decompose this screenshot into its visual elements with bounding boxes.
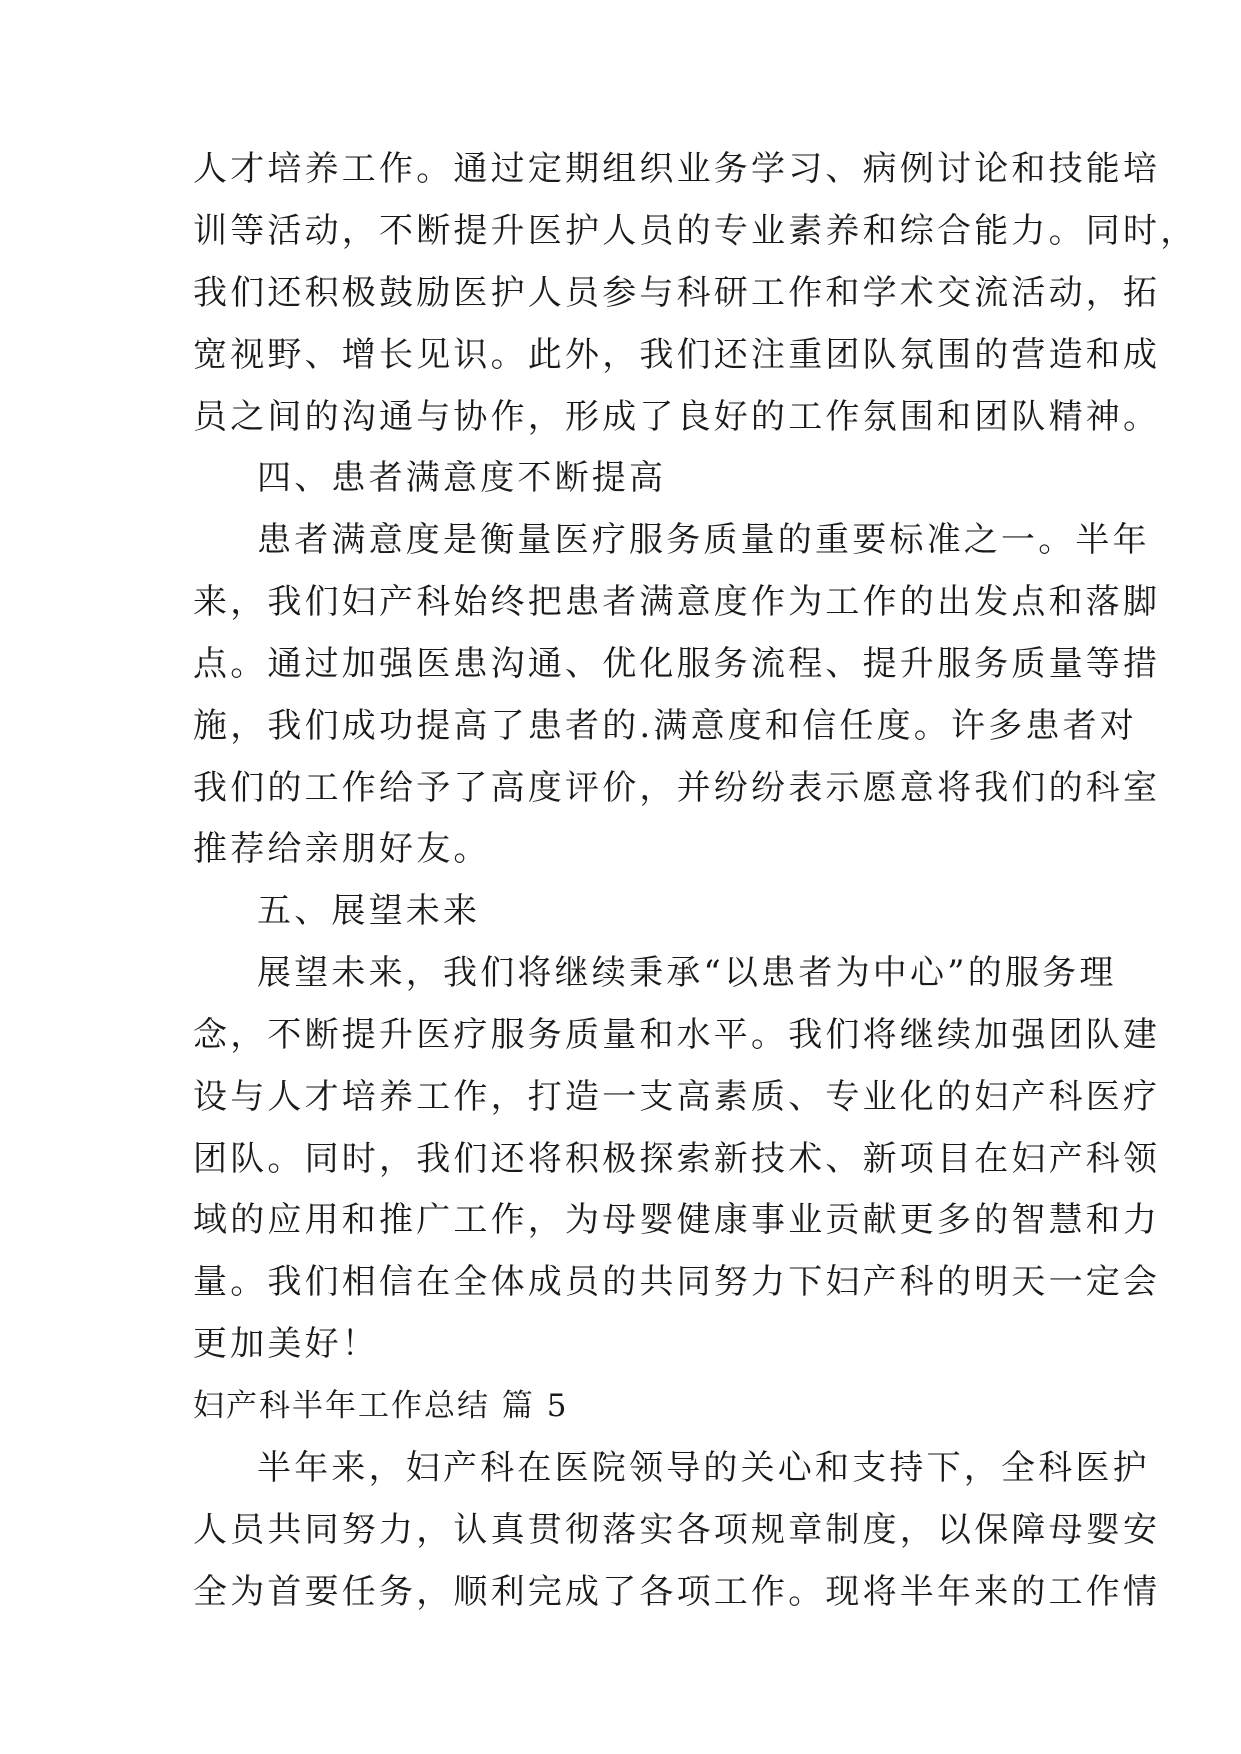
paragraph-line: 我们的工作给予了高度评价，并纷纷表示愿意将我们的科室 (193, 768, 1161, 808)
article-title: 妇产科半年工作总结 篇 5 (193, 1388, 569, 1424)
section-heading: 五、展望未来 (257, 891, 481, 931)
paragraph-line: 域的应用和推广工作，为母婴健康事业贡献更多的智慧和力 (193, 1200, 1161, 1240)
paragraph-line: 来，我们妇产科始终把患者满意度作为工作的出发点和落脚 (193, 582, 1161, 622)
paragraph-line: 训等活动，不断提升医护人员的专业素养和综合能力。同时， (193, 211, 1198, 251)
paragraph-line: 推荐给亲朋好友。 (193, 829, 491, 869)
paragraph-line: 半年来，妇产科在医院领导的关心和支持下，全科医护 (257, 1448, 1150, 1488)
paragraph-line: 人员共同努力，认真贯彻落实各项规章制度，以保障母婴安 (193, 1510, 1161, 1550)
paragraph-line: 我们还积极鼓励医护人员参与科研工作和学术交流活动，拓 (193, 273, 1161, 313)
paragraph-line: 员之间的沟通与协作，形成了良好的工作氛围和团队精神。 (193, 397, 1161, 437)
paragraph-line: 人才培养工作。通过定期组织业务学习、病例讨论和技能培 (193, 149, 1161, 189)
paragraph-line: 量。我们相信在全体成员的共同努力下妇产科的明天一定会 (193, 1262, 1161, 1302)
section-heading: 四、患者满意度不断提高 (257, 458, 667, 498)
paragraph-line: 点。通过加强医患沟通、优化服务流程、提升服务质量等措 (193, 644, 1161, 684)
paragraph-line: 更加美好！ (193, 1324, 379, 1364)
paragraph-line: 展望未来，我们将继续秉承“以患者为中心”的服务理 (257, 953, 1117, 993)
paragraph-line: 念，不断提升医疗服务质量和水平。我们将继续加强团队建 (193, 1015, 1161, 1055)
paragraph-line: 患者满意度是衡量医疗服务质量的重要标准之一。半年 (257, 520, 1150, 560)
paragraph-line: 团队。同时，我们还将积极探索新技术、新项目在妇产科领 (193, 1139, 1161, 1179)
paragraph-line: 宽视野、增长见识。此外，我们还注重团队氛围的营造和成 (193, 335, 1161, 375)
paragraph-line: 设与人才培养工作，打造一支高素质、专业化的妇产科医疗 (193, 1077, 1161, 1117)
paragraph-line: 全为首要任务，顺利完成了各项工作。现将半年来的工作情 (193, 1572, 1161, 1612)
paragraph-line: 施，我们成功提高了患者的.满意度和信任度。许多患者对 (193, 706, 1138, 746)
